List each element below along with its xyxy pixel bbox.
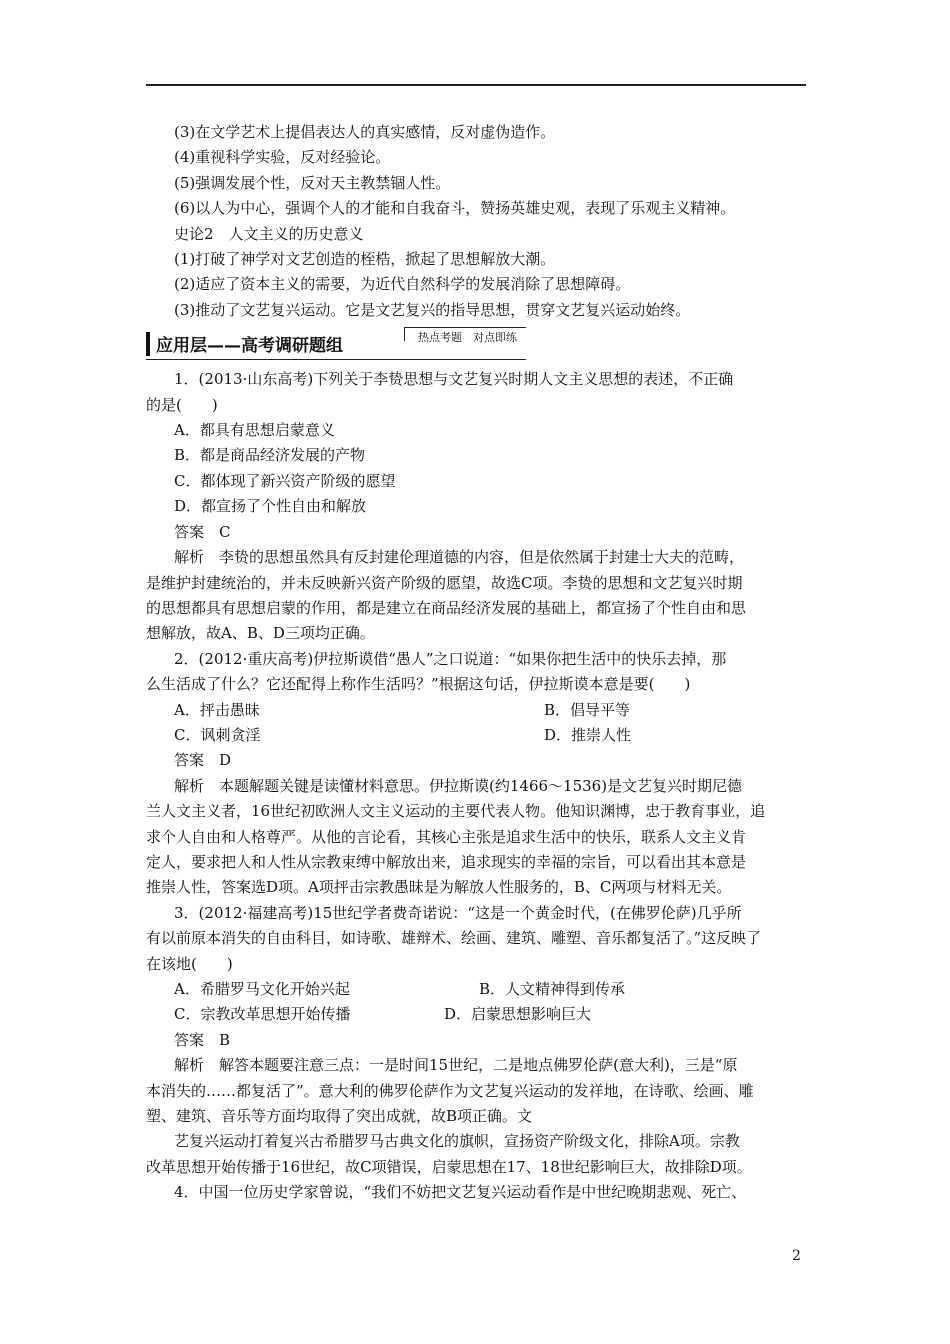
- option: A．希腊罗马文化开始兴起: [174, 980, 350, 998]
- analysis: 解析 李贽的思想虽然具有反封建伦理道德的内容，但是依然属于封建士大夫的范畴，: [174, 548, 745, 567]
- analysis: 推崇人性，答案选D项。A项抨击宗教愚昧是为解放人性服务的，B、C两项与材料无关。: [146, 878, 732, 897]
- subheading: 史论2 人文主义的历史意义: [174, 224, 364, 243]
- option-row: [146, 723, 806, 748]
- section-title: 应用层——高考调研题组: [156, 336, 343, 357]
- section-subtitle: 热点考题 对点即练: [418, 331, 517, 345]
- question-stem: 2．(2012·重庆高考)伊拉斯谟借“愚人”之口说道：“如果你把生活中的快乐去掉，那: [174, 649, 727, 668]
- question-stem: 的是( ): [146, 395, 218, 414]
- option: A．抨击愚昧: [174, 700, 260, 719]
- section-divider: [404, 327, 405, 341]
- analysis: 解析 解答本题要注意三点：一是时间15世纪，二是地点佛罗伦萨(意大利)，三是“原: [174, 1056, 738, 1075]
- option: C．都体现了新兴资产阶级的愿望: [174, 471, 396, 490]
- question-stem: 么生活成了什么？它还配得上称作生活吗？”根据这句话，伊拉斯谟本意是要( ): [146, 675, 691, 694]
- section-overline: [404, 327, 526, 328]
- option: B．倡导平等: [544, 700, 631, 719]
- analysis: 本消失的……都复活了”。意大利的佛罗伦萨作为文艺复兴运动的发祥地，在诗歌、绘画、雕: [146, 1081, 754, 1100]
- question-stem: 1．(2013·山东高考)下列关于李贽思想与文艺复兴时期人文主义思想的表述，不正确: [174, 370, 734, 389]
- section-underline: [146, 359, 526, 360]
- analysis: 艺复兴运动打着复兴古希腊罗马古典文化的旗帜，宣扬资产阶级文化，排除A项。宗教: [174, 1132, 740, 1151]
- answer: 答案 D: [174, 751, 232, 770]
- analysis: 兰人文主义者，16世纪初欧洲人文主义运动的主要代表人物。他知识渊博，忠于教育事业，追: [146, 802, 766, 821]
- option: C．讽刺贪淫: [174, 725, 261, 744]
- option: B．都是商品经济发展的产物: [174, 446, 366, 465]
- question-stem: 在该地( ): [146, 954, 233, 973]
- text-line: (3)推动了文艺复兴运动。它是文艺复兴的指导思想，贯穿文艺复兴运动始终。: [174, 300, 691, 319]
- question-stem: 3．(2012·福建高考)15世纪学者费奇诺说：“这是一个黄金时代，(在佛罗伦萨)几乎所: [174, 903, 742, 922]
- text-line: (5)强调发展个性，反对天主教禁锢人性。: [174, 173, 451, 192]
- analysis: 求个人自由和人格尊严。从他的言论看，其核心主张是追求生活中的快乐，联系人文主义肯: [146, 827, 747, 846]
- analysis: 的思想都具有思想启蒙的作用，都是建立在商品经济发展的基础上，都宣扬了个性自由和思: [146, 598, 747, 617]
- option: D．都宣扬了个性自由和解放: [174, 497, 367, 516]
- option-row: [146, 977, 806, 1002]
- text-line: (3)在文学艺术上提倡表达人的真实感情，反对虚伪造作。: [174, 123, 556, 141]
- option: B．人文精神得到传承: [479, 980, 626, 998]
- option-row: [146, 1002, 806, 1027]
- page-content: [146, 120, 806, 1206]
- text-line: (2)适应了资本主义的需要，为近代自然科学的发展消除了思想障碍。: [174, 275, 631, 294]
- analysis: 解析 本题解题关键是读懂材料意思。伊拉斯谟(约1466～1536)是文艺复兴时期尼德: [174, 776, 743, 795]
- option: C．宗教改革思想开始传播: [174, 1005, 351, 1024]
- option: A．都具有思想启蒙意义: [174, 421, 335, 440]
- section-header: [146, 329, 806, 359]
- question-stem: 4．中国一位历史学家曾说，“我们不妨把文艺复兴运动看作是中世纪晚期悲观、死亡、: [174, 1183, 747, 1202]
- option: D．推崇人性: [544, 725, 632, 744]
- text-line: (4)重视科学实验，反对经验论。: [174, 148, 391, 167]
- page-number: 2: [792, 1248, 801, 1264]
- analysis: 是维护封建统治的，并未反映新兴资产阶级的愿望，故选C项。李贽的思想和文艺复兴时期: [146, 573, 743, 592]
- analysis: 改革思想开始传播于16世纪，故C项错误，启蒙思想在17、18世纪影响巨大，故排除D项。: [146, 1157, 752, 1176]
- question-stem: 有以前原本消失的自由科目，如诗歌、雄辩术、绘画、建筑、雕塑、音乐都复活了。”这反映了: [146, 929, 762, 948]
- section-marker: [146, 332, 150, 356]
- analysis: 定人，要求把人和人性从宗教束缚中解放出来，追求现实的幸福的宗旨，可以看出其本意是: [146, 852, 747, 871]
- option-row: [146, 698, 806, 723]
- top-rule: [146, 84, 806, 86]
- analysis: 塑、建筑、音乐等方面均取得了突出成就，故B项正确。文: [146, 1107, 533, 1126]
- option: D．启蒙思想影响巨大: [444, 1005, 592, 1024]
- text-line: (6)以人为中心，强调个人的才能和自我奋斗，赞扬英雄史观，表现了乐观主义精神。: [174, 199, 736, 218]
- text-line: (1)打破了神学对文艺创造的桎梏，掀起了思想解放大潮。: [174, 250, 556, 269]
- analysis: 想解放，故A、B、D三项均正确。: [146, 624, 375, 643]
- answer: 答案 B: [174, 1030, 231, 1049]
- answer: 答案 C: [174, 522, 231, 541]
